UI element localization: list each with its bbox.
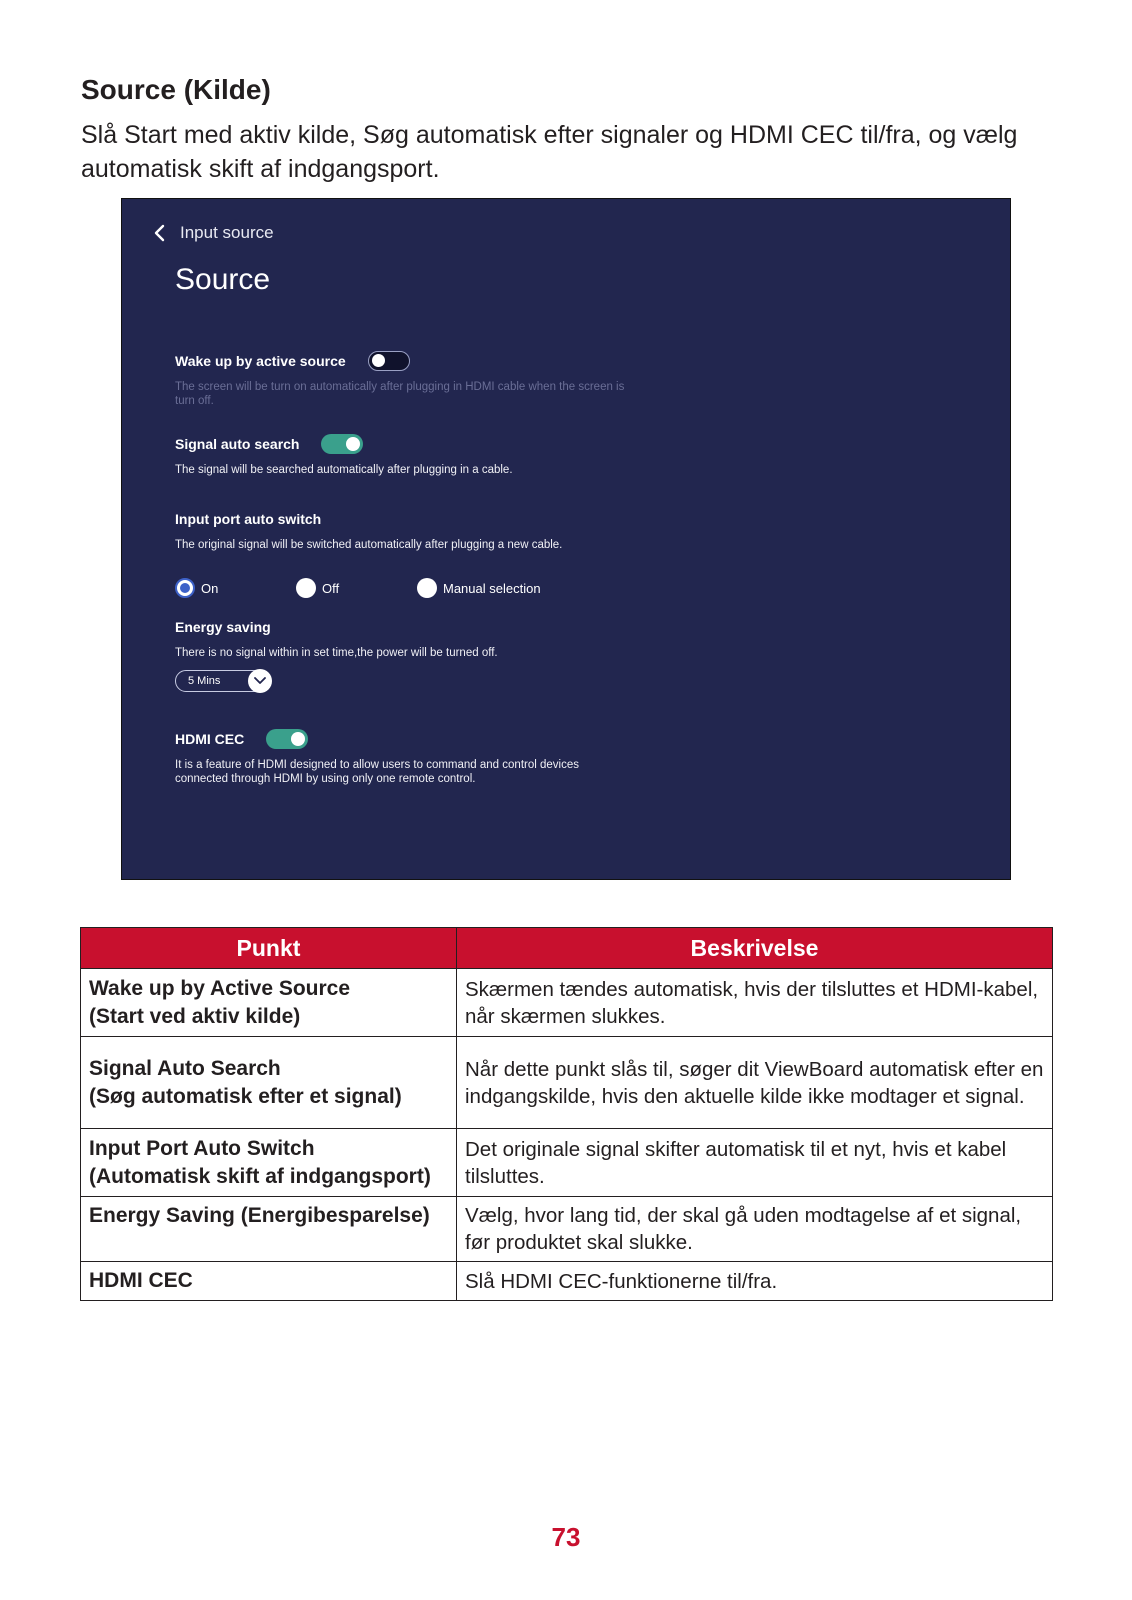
table-header-row <box>81 928 1053 969</box>
item-cell <box>81 1262 457 1301</box>
radio-selected-icon[interactable] <box>175 578 195 598</box>
table-row <box>81 1037 1053 1129</box>
setting-name: Signal auto search <box>175 436 300 452</box>
item-translation: (Søg automatisk efter et signal) <box>89 1084 402 1108</box>
setting-name: Input port auto switch <box>175 511 322 527</box>
input-port-radio-group <box>175 578 635 598</box>
screen-title: Source <box>175 263 271 296</box>
table-row <box>81 1262 1053 1301</box>
page-number: 73 <box>551 1522 581 1552</box>
item-cell <box>81 1197 457 1262</box>
description-cell: Skærmen tændes automatisk, hvis der tilsluttes et HDMI-kabel, når skærmen slukkes. <box>457 969 1053 1037</box>
table-row <box>81 1197 1053 1262</box>
toggle-knob <box>346 437 360 451</box>
toggle-knob <box>372 354 385 367</box>
setting-wake-up <box>175 350 635 408</box>
item-cell <box>81 1129 457 1197</box>
item-translation: (Automatisk skift af indgangsport) <box>89 1164 431 1188</box>
description-cell: Vælg, hvor lang tid, der skal gå uden modtagelse af et signal, før produktet skal slukke. <box>457 1197 1053 1262</box>
setting-description: The signal will be searched automatically after plugging in a cable. <box>175 464 513 476</box>
radio-off[interactable] <box>296 578 339 598</box>
item-translation: (Start ved aktiv kilde) <box>89 1004 301 1028</box>
radio-label: Off <box>322 580 340 596</box>
setting-name: Energy saving <box>175 619 271 635</box>
radio-label: On <box>201 580 219 596</box>
radio-label: Manual selection <box>443 580 541 596</box>
radio-on[interactable] <box>175 578 218 598</box>
radio-unselected-icon[interactable] <box>296 578 316 598</box>
item-name: Energy Saving (Energibesparelse) <box>89 1204 430 1227</box>
radio-unselected-icon[interactable] <box>417 578 437 598</box>
item-name: Input Port Auto Switch <box>89 1136 315 1160</box>
setting-input-port-auto-switch <box>175 508 635 552</box>
item-cell <box>81 1037 457 1129</box>
chevron-down-icon[interactable] <box>248 669 272 693</box>
table-row <box>81 1129 1053 1197</box>
item-name: HDMI CEC <box>89 1269 193 1292</box>
chevron-left-icon[interactable] <box>148 221 172 245</box>
toggle-knob <box>291 732 305 746</box>
setting-hdmi-cec <box>175 728 635 786</box>
description-cell: Det originale signal skifter automatisk til et nyt, hvis et kabel tilsluttes. <box>457 1129 1053 1197</box>
back-label: Input source <box>180 223 274 242</box>
hdmi-cec-toggle[interactable] <box>266 729 308 749</box>
setting-name: Wake up by active source <box>175 353 346 369</box>
setting-description: There is no signal within in set time,the power will be turned off. <box>175 647 498 659</box>
setting-description: The original signal will be switched automatically after plugging a new cable. <box>175 539 563 551</box>
description-table <box>80 927 1053 1301</box>
setting-signal-auto-search <box>175 433 635 477</box>
description-cell: Når dette punkt slås til, søger dit ViewBoard automatisk efter en indgangskilde, hvis den aktuelle kilde ikke modtager et signal. <box>457 1037 1053 1129</box>
radio-manual-selection[interactable] <box>417 578 541 598</box>
header-description: Beskrivelse <box>457 928 1053 969</box>
setting-name: HDMI CEC <box>175 731 245 747</box>
item-name: Signal Auto Search <box>89 1056 281 1080</box>
section-title: Source (Kilde) <box>81 74 271 105</box>
description-cell: Slå HDMI CEC-funktionerne til/fra. <box>457 1262 1053 1301</box>
item-cell <box>81 969 457 1037</box>
section-intro: Slå Start med aktiv kilde, Søg automatisk efter signaler og HDMI CEC til/fra, og vælg automatisk skift af indgangsport. <box>81 121 1018 183</box>
item-name: Wake up by Active Source <box>89 976 351 1000</box>
setting-energy-saving <box>175 616 635 660</box>
setting-description: It is a feature of HDMI designed to allow users to command and control devices connected through HDMI by using only one remote control. <box>175 759 579 785</box>
settings-screenshot <box>121 198 1011 880</box>
back-button[interactable] <box>148 221 274 245</box>
setting-description: The screen will be turn on automatically after plugging in HDMI cable when the screen is turn off. <box>175 381 625 407</box>
energy-saving-dropdown[interactable] <box>175 670 271 692</box>
dropdown-value: 5 Mins <box>188 675 221 687</box>
table-row <box>81 969 1053 1037</box>
wake-up-toggle[interactable] <box>368 351 410 371</box>
signal-auto-search-toggle[interactable] <box>321 434 363 454</box>
header-item: Punkt <box>81 928 457 969</box>
